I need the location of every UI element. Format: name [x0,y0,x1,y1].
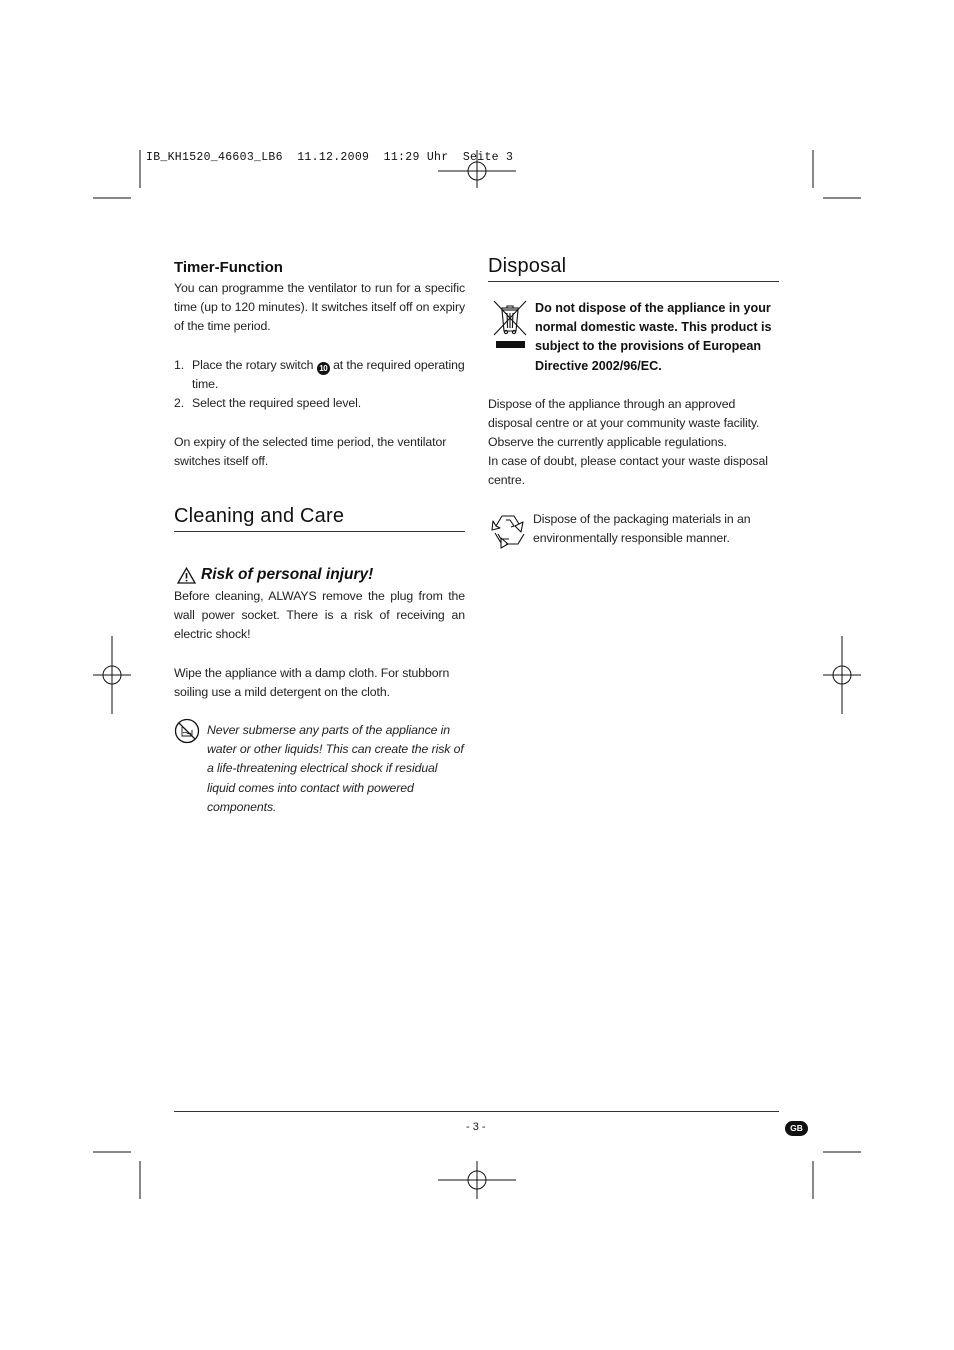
no-immersion-icon [174,718,200,744]
disposal-heading: Disposal [488,255,779,282]
notice-text: Never submerse any parts of the appliance in water or other liquids! This can create the risk of a life-threatening electrical shock if residual liquid comes into contact with powered components. [207,723,464,814]
crop-mark-icon [813,1152,861,1199]
crop-mark-icon [93,1152,140,1199]
registration-mark-icon [823,636,861,714]
warning-heading: Risk of personal injury! [177,566,373,584]
timer-outro: On expiry of the selected time period, the ventilator switches itself off. [174,435,447,469]
footer-rule [174,1111,779,1112]
print-header: IB_KH1520_46603_LB6 11.12.2009 11:29 Uhr Seite 3 [146,151,514,164]
no-immersion-notice [174,718,465,817]
disposal-text-1: Dispose of the appliance through an approved disposal centre or at your community waste facility. Observe the currently applicable regulations. [488,397,760,450]
list-item: 2. Select the required speed level. [174,396,362,411]
disposal-text-2: In case of doubt, please contact your waste disposal centre. [488,454,768,488]
rotary-switch-ref-badge: 10 [317,362,330,375]
registration-mark-icon [93,636,131,714]
wipe-text: Wipe the appliance with a damp cloth. For stubborn soiling use a mild detergent on the cloth. [174,666,450,700]
registration-mark-icon [438,1161,516,1199]
weee-text: Do not dispose of the appliance in your normal domestic waste. This product is subject to the provisions of European Directive 2002/96/EC. [535,301,772,373]
crop-mark-icon [813,150,861,198]
weee-bin-icon [492,299,528,356]
timer-steps [174,356,465,414]
crop-mark-icon [93,150,140,198]
recycle-text: Dispose of the packaging materials in an environmentally responsible manner. [533,512,751,546]
page-number: - 3 - [466,1121,486,1133]
warning-triangle-icon [177,567,196,584]
language-badge: GB [785,1121,808,1136]
cleaning-heading: Cleaning and Care [174,505,465,532]
list-item: 1. Place the rotary switch 10 at the required operating time. [174,358,465,392]
recycle-icon [488,510,528,555]
timer-heading: Timer-Function [174,259,283,276]
timer-intro: You can programme the ventilator to run for a specific time (up to 120 minutes). It switches itself off on expiry of the time period. [174,281,465,334]
warning-text: Before cleaning, ALWAYS remove the plug from the wall power socket. There is a risk of receiving an electric shock! [174,589,465,642]
